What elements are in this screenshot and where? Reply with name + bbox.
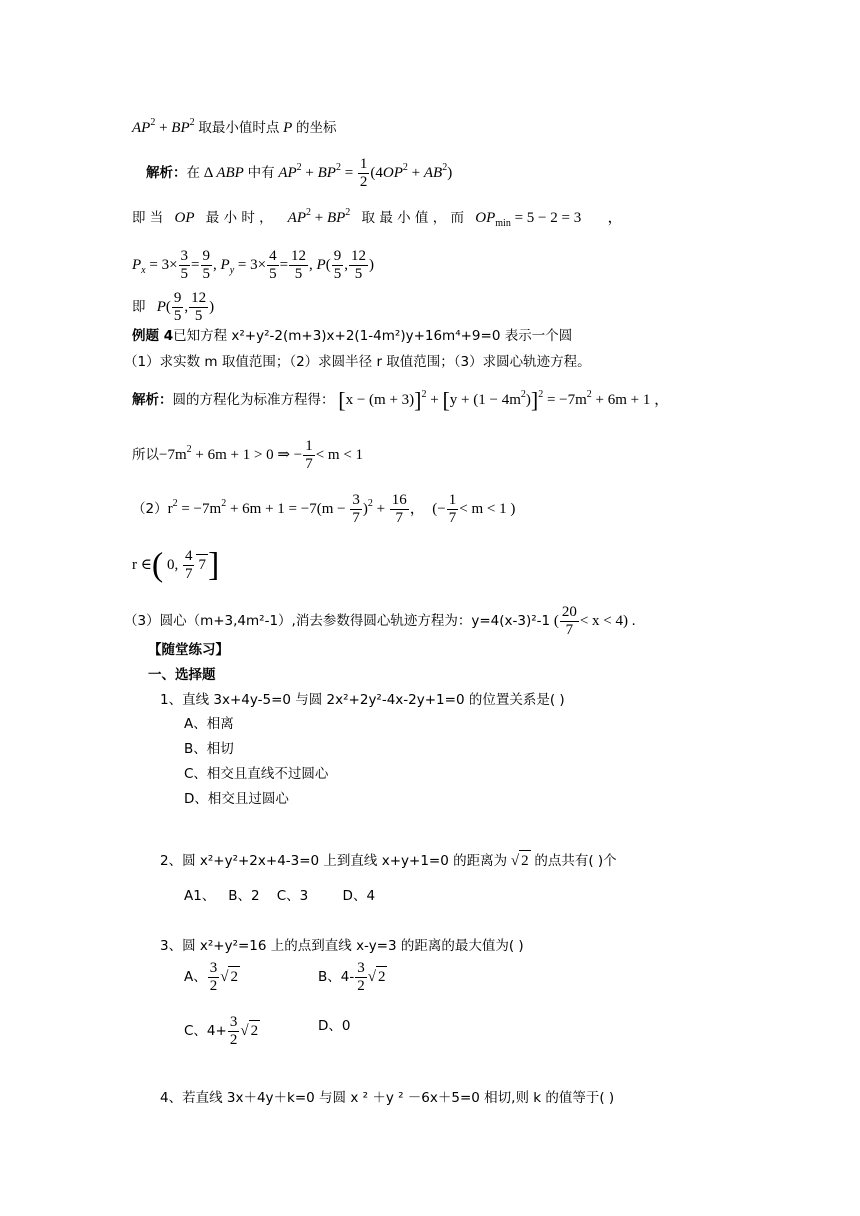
- question-3-text: 3、圆 x²+y²=16 上的点到直线 x-y=3 的距离的最大值为( ): [160, 938, 524, 954]
- q2-text-b: 的点共有( )个: [534, 853, 617, 869]
- q3-a-label: A、: [184, 968, 207, 985]
- question-4: [160, 1088, 614, 1108]
- question-2: [160, 850, 617, 871]
- r-range-line: r ∈( 0, $\frac{4}{7}$ 7]: [132, 546, 220, 584]
- solution-line-4: 即 P( $\frac{9}{5}$ , $\frac{12}{5}$ ): [132, 290, 215, 324]
- ex4-parts: （1）求实数 m 取值范围；（2）求圆半径 r 取值范围；（3）求圆心轨迹方程。: [124, 354, 591, 370]
- intro-text-end: 的坐标: [296, 120, 337, 136]
- q1-option-c: C、相交且直线不过圆心: [184, 766, 329, 782]
- section-1: [148, 665, 216, 685]
- when-text: 即 当: [132, 210, 164, 226]
- fraction: $\frac{1}{2}$: [359, 156, 368, 190]
- q3-b-label: B、4-: [318, 968, 355, 985]
- solution-has: 中有: [247, 164, 275, 181]
- question-1-text: 1、直线 3x+4y-5=0 与圆 2x²+2y²-4x-2y+1=0 的位置关系是( ): [160, 692, 565, 708]
- ex4-sol-label: 解析：: [132, 392, 173, 408]
- example-4: [132, 326, 572, 346]
- practice-heading-text: 【随堂练习】: [148, 642, 229, 658]
- so-text: 所以: [132, 446, 159, 463]
- sqrt-2: √ 2: [511, 853, 531, 869]
- solution-line-1: 解析：在 Δ ABP 中有 $AP^2 + BP^2$ = $\frac{1}{2}$ $(4OP^2 + AB^2)$: [146, 156, 453, 190]
- solution-line-2: 即 当 OP 最 小 时 ， $AP^2 + BP^2$ 取 最 小 值 ， 而 $OP_{min} = 5 - 2 = 3$ ，: [132, 207, 623, 229]
- solution-in: 在: [186, 164, 200, 181]
- question-4-text: 4、若直线 3x＋4y＋k=0 与圆 x ² ＋y ² －6x＋5=0 相切,则 k 的值等于( ): [160, 1090, 615, 1106]
- q3-option-c: C、4+ $\frac{3}{2}$ √ 2: [184, 1014, 259, 1048]
- when-min: 最 小 时 ，: [205, 210, 273, 226]
- ex4-label: 例题 4: [132, 328, 174, 344]
- ex4-text: 已知方程 x²+y²-2(m+3)x+2(1-4m²)y+16m⁴+9=0 表示一个圆: [173, 328, 573, 344]
- q1-option-b: B、相切: [184, 741, 234, 757]
- question-3: [160, 936, 524, 956]
- part2-label: （2）: [132, 500, 168, 517]
- q1-option-a: A、相离: [184, 716, 234, 732]
- ex4-sol-text: 圆的方程化为标准方程得：: [172, 392, 335, 408]
- q3-option-a: A、 $\frac{3}{2}$ √ 2: [184, 960, 238, 994]
- solution-line-3: $P_x = 3\times$ $\frac{3}{5}$ = $\frac{9}{5}$ , $P_y = 3\times$ $\frac{4}{5}$ = $\frac{12}{5}$ , P( $\frac{9}{5}$ , $\frac{12}{5}$ ): [132, 248, 374, 282]
- intro-line: $AP^2 + BP^2$ 取最小值时点 P 的坐标: [132, 117, 337, 136]
- part3-line: （3）圆心（m+3,4m²-1）,消去参数得圆心轨迹方程为：y=4(x-3)²-1 ( $\frac{20}{7}$ < x < 4) .: [124, 604, 636, 638]
- q3-option-d: [318, 1016, 350, 1036]
- question-1: [160, 690, 565, 710]
- q1-option-d: D、相交且过圆心: [184, 791, 289, 807]
- so-line: 所以$-7m^2 + 6m + 1 > 0$ ⇒ − $\frac{1}{7}$ < m < 1: [132, 438, 364, 472]
- when-take: 取 最 小 值 ， 而: [361, 210, 465, 226]
- practice-heading: [148, 640, 229, 660]
- q2-text-a: 2、圆 x²+y²+2x+4-3=0 上到直线 x+y+1=0 的距离为: [160, 853, 508, 869]
- q2-options: A1、 B、2 C、3 D、4: [184, 888, 376, 904]
- intro-text: 取最小值时点: [198, 120, 280, 136]
- part3-text: （3）圆心（m+3,4m²-1）,消去参数得圆心轨迹方程为：y=4(x-3)²-1: [124, 612, 551, 629]
- q3-option-b: B、4- $\frac{3}{2}$ √ 2: [318, 960, 386, 994]
- ji-text: 即: [132, 298, 146, 315]
- q3-c-label: C、4+: [184, 1022, 227, 1039]
- solution-label: 解析：: [146, 164, 187, 181]
- part2-line: $(2)r^2 = -7m^2 + 6m + 1 = -7(m$ − $\frac{3}{7}$ )$^2$ + $\frac{16}{7}$ ， (− $\frac{1}{7}$ < m < 1 ): [132, 492, 516, 526]
- q3-d-label: D、0: [318, 1018, 351, 1034]
- section-1-text: 一、选择题: [148, 667, 216, 683]
- example-4-parts: [124, 352, 591, 372]
- ex4-solution-line: 解析：圆的方程化为标准方程得： $[x - (m + 3)]^2 + [y + (1 - 4m^2)]^2 = -7m^2 + 6m + 1$ ，: [132, 387, 670, 413]
